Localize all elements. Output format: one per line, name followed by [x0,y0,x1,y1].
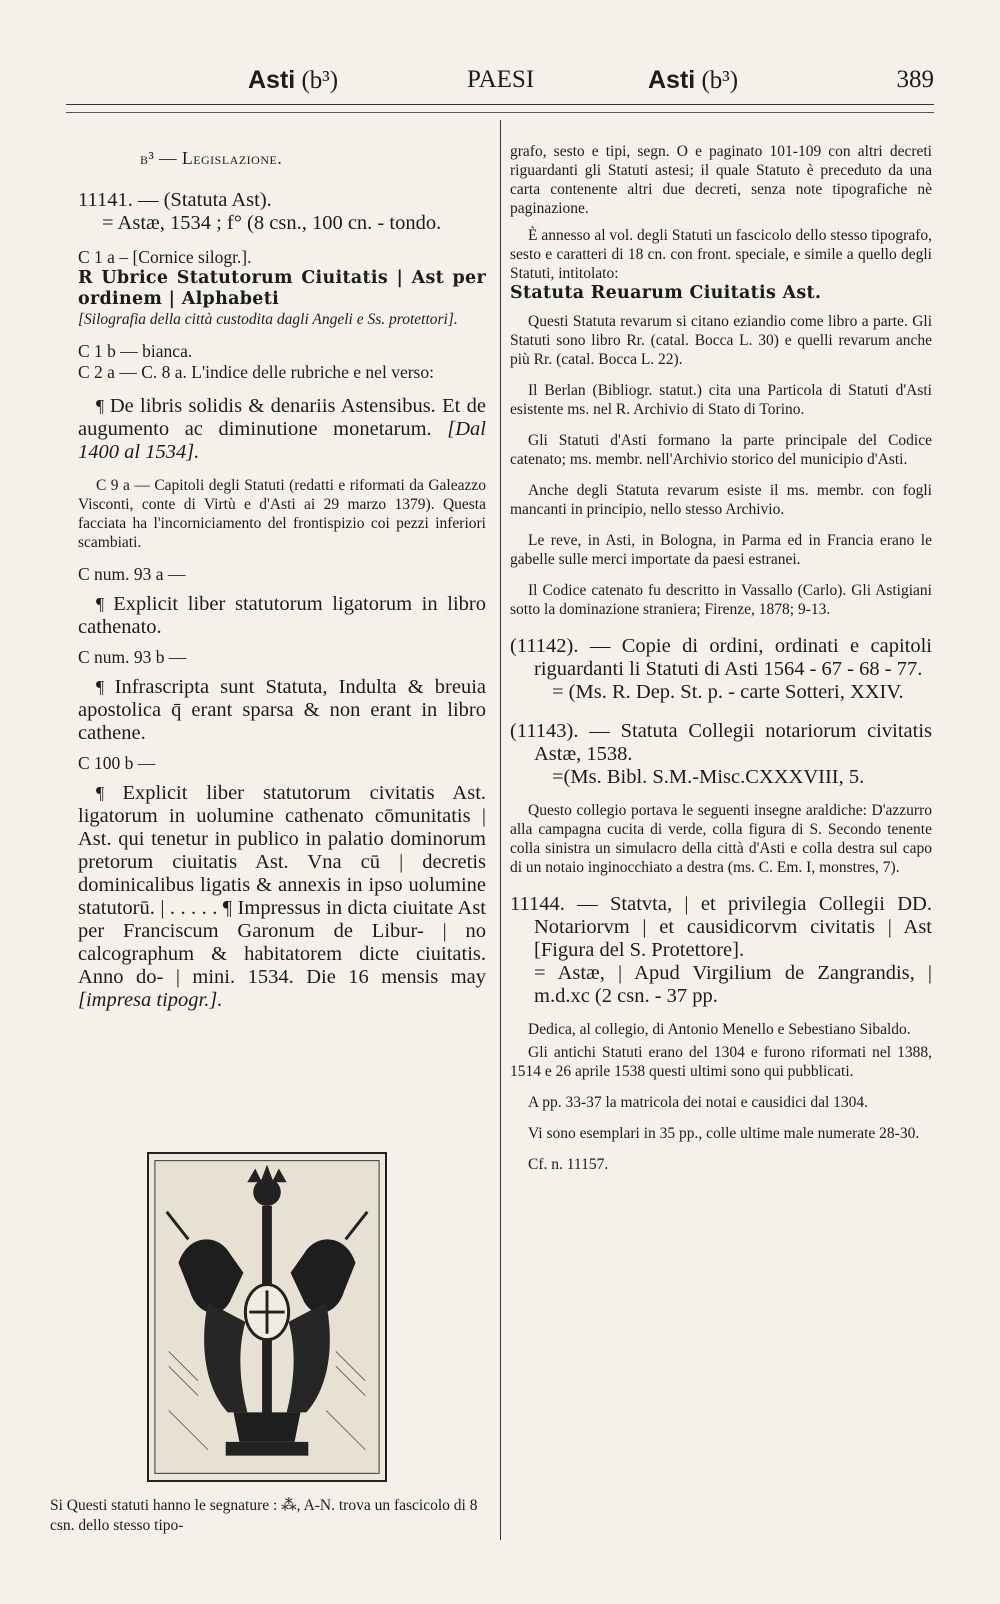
left-column [78,140,486,1012]
annesso-title: Statuta Reuarum Ciuitatis Ast. [510,283,822,303]
header-rule [66,104,934,105]
c1b-line: C 1 b — bianca. [78,341,193,361]
entry-11141-heading: 11141. — (Statuta Ast). [78,189,272,211]
left-footer-text: Si Questi statuti hanno le segnature : ⁂, A-N. trova un fascicolo di 8 csn. dello stesso tipo- [50,1497,478,1534]
c93b-line: C num. 93 b — [78,647,187,667]
paragraph-mark-icon: ¶ [96,594,114,614]
entry-11143-ms: =(Ms. Bibl. S.M.-Misc.CXXXVIII, 5. [552,766,865,788]
running-head-right-title: Asti [648,66,696,94]
matricola-paragraph: A pp. 33-37 la matricola dei notai e causidici dal 1304. [528,1094,869,1111]
cross-reference: Cf. n. 11157. [528,1156,609,1173]
quote-colophon [78,782,486,1012]
page-number: 389 [896,66,934,93]
quote-colophon-text: Explicit liber statutorum civitatis Ast. ligatorum in uolumine cathenato cōmunitatis | Ast. qui tenetur in publico in palatio dominorum pretorum ciuitatis Ast. Vna cū | decretis dominicalibus ligatis & annexis in ipso uolumine statutorū. | . . . . . ¶ Impressus in dicta ciuitate Ast per Franciscum Garonum de Libur- | no calcographum & habitatorem dicte ciuitatis. Anno do- | mini. 1534. Die 16 mensis may [78,782,487,988]
entry-11144: 11144. — Statvta, | et privilegia Collegii DD. Notariorvm | et causidicorvm civitatis | Ast [Figura del S. Protettore]. [510,893,932,961]
annesso-paragraph: È annesso al vol. degli Statuti un fascicolo dello stesso tipografo, sesto e caratteri di 18 cn. con front. speciale, e simile a quello degli Statuti, intitolato: [510,227,932,282]
running-head-right [648,66,738,106]
continuation-paragraph: grafo, sesto e tipi, segn. O e paginato 101-109 con altri decreti riguardanti gli Statuti astesi; il quale Statuto è preceduto da una carta contenente altri due decreti, senza note tipografiche nè paginazione. [510,143,932,217]
running-head-left-sub: (b³) [301,67,339,94]
running-head-left [248,66,338,106]
reve-paragraph: Le reve, in Asti, in Bologna, in Parma ed in Francia erano le gabelle sulle merci importate da paesi estranei. [510,532,932,568]
c93a-line: C num. 93 a — [78,564,186,584]
c9a-description: C 9 a — Capitoli degli Statuti (redatti e riformati da Galeazzo Visconti, conte di Virtù e d'Asti ai 29 marzo 1379). Questa facciata ha l'incorniciamento del frontispizio coi pezzi inferiori scambiati. [78,477,486,551]
c1a-note: [Silografia della città custodita dagli Angeli e Ss. protettori]. [78,311,458,328]
paragraph-mark-icon: ¶ [96,677,115,697]
entry-11141-publication: = Astæ, 1534 ; f° (8 csn., 100 cn. - tondo. [102,212,442,234]
c2a-line: C 2 a — C. 8 a. L'indice delle rubriche e nel verso: [78,362,434,382]
c1a-title: R Ubrice Statutorum Ciuitatis | Ast per ordinem | Alphabeti [78,268,486,309]
quote-explicit-cathenato-text: Explicit liber statutorum ligatorum in libro cathenato. [78,593,486,638]
section-heading: b³ — Legislazione. [140,148,283,168]
quote-infrascripta-text: Infrascripta sunt Statuta, Indulta & breuia apostolica q̄ erant sparsa & non erant in libro cathene. [78,676,486,744]
paragraph-mark-icon: ¶ [96,783,123,803]
quote-colophon-note: [impresa tipogr.]. [78,989,223,1011]
running-head-left-title: Asti [248,66,296,94]
entry-11142-ms: = (Ms. R. Dep. St. p. - carte Sotteri, XXIV. [552,681,904,703]
codice-paragraph: Gli Statuti d'Asti formano la parte principale del Codice catenato; ms. membr. nell'Archivio storico del municipio d'Asti. [510,432,932,468]
antichi-paragraph: Gli antichi Statuti erano del 1304 e furono riformati nel 1388, 1514 e 26 aprile 1538 questi ultimi sono qui pubblicati. [510,1044,932,1080]
c100b-line: C 100 b — [78,753,156,773]
paragraph-mark-icon: ¶ [96,396,110,416]
column-divider [500,120,501,1540]
collegio-paragraph: Questo collegio portava le seguenti insegne araldiche: D'azzurro alla campagna cucita di verde, colla figura di S. Secondo tenente colla sinistra un simulacro della città d'Asti e colla destra sul capo di un notaio inginocchiato a destra (ms. C. Em. I, monstres, 7). [510,802,932,876]
running-head-right-sub: (b³) [701,67,739,94]
quote-explicit-cathenato [78,593,486,639]
entry-11142: (11142). — Copie di ordini, ordinati e capitoli riguardanti li Statuti di Asti 1564 - 67 - 68 - 77. [510,635,932,680]
quote-libris-solidis-note: [Dal 1400 al 1534]. [78,418,486,463]
entry-11143: (11143). — Statuta Collegii notariorum civitatis Astæ, 1538. [510,720,932,765]
entry-11144-publication: = Astæ, | Apud Virgilium de Zangrandis, | m.d.xc (2 csn. - 37 pp. [534,962,932,1007]
right-column [510,142,932,1174]
vassallo-paragraph: Il Codice catenato fu descritto in Vassallo (Carlo). Gli Astigiani sotto la dominazione straniera; Firenze, 1878; 9-13. [510,582,932,618]
quote-libris-solidis-text: De libris solidis & denariis Astensibus. Et de augumento ac diminutione monetarum. [78,395,486,440]
header-rule-thin [66,112,934,113]
running-head-center: PAESI [467,66,535,93]
quote-libris-solidis [78,395,486,464]
printer-device-illustration [149,1154,385,1480]
printer-device-woodcut [147,1152,387,1482]
berlan-paragraph: Il Berlan (Bibliogr. statut.) cita una Particola di Statuti d'Asti esistente ms. nel R. Archivio di Stato di Torino. [510,382,932,418]
quote-infrascripta [78,676,486,745]
revarum-paragraph: Questi Statuta revarum si citano eziandio come libro a parte. Gli Statuti sono libro Rr. (catal. Bocca L. 30) e quelli revarum anche più Rr. (catal. Bocca L. 22). [510,313,932,368]
c1a-label: C 1 a – [Cornice silogr.]. [78,247,252,267]
esemplari-paragraph: Vi sono esemplari in 35 pp., colle ultime male numerate 28-30. [528,1125,920,1142]
dedica-paragraph: Dedica, al collegio, di Antonio Menello e Sebestiano Sibaldo. [528,1021,911,1038]
anche-paragraph: Anche degli Statuta revarum esiste il ms. membr. con fogli mancanti in principio, nello stesso Archivio. [510,482,932,518]
